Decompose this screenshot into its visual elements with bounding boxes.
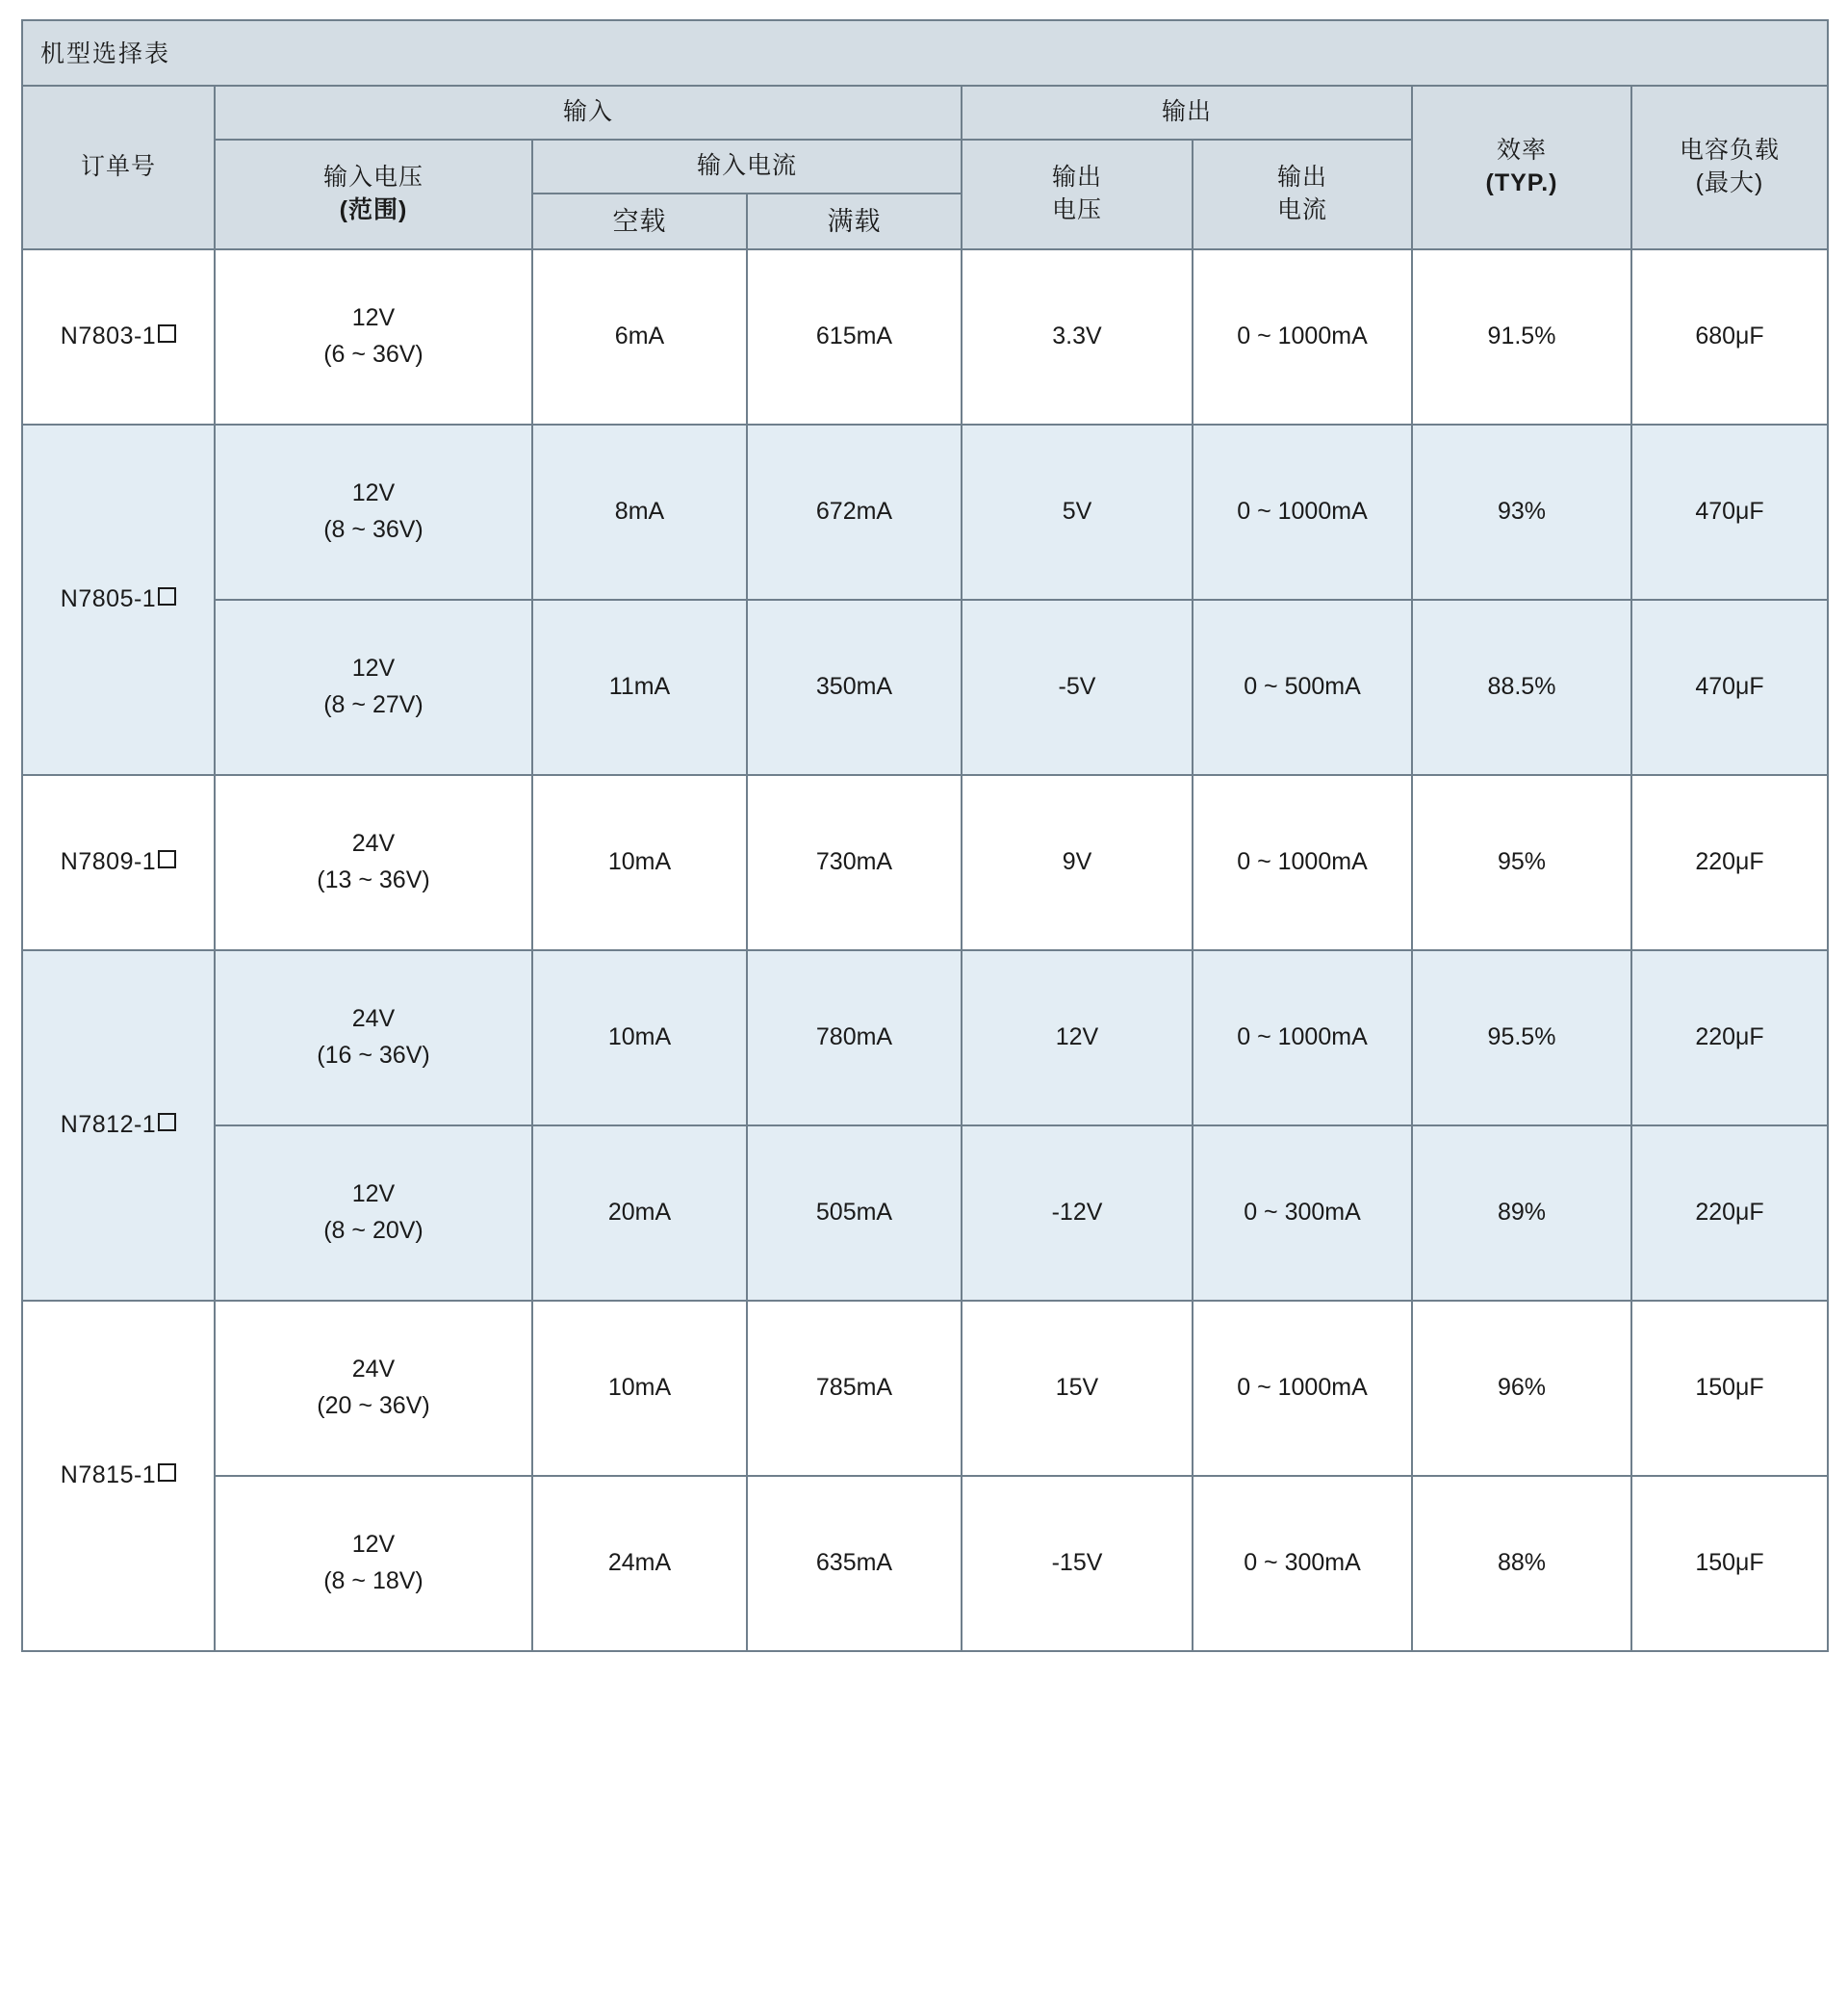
table-row <box>22 950 1828 1125</box>
cell-input-voltage <box>215 1125 532 1301</box>
cell-output-voltage: 5V <box>962 425 1193 600</box>
cell-full-load-current: 730mA <box>747 775 962 950</box>
header-output-current-line1: 输出 <box>1276 164 1327 192</box>
input-voltage-range: (20 ~ 36V) <box>317 1391 430 1419</box>
cell-no-load-current: 10mA <box>532 950 747 1125</box>
cell-full-load-current: 615mA <box>747 249 962 425</box>
cell-output-current: 0 ~ 300mA <box>1193 1125 1412 1301</box>
cell-no-load-current: 6mA <box>532 249 747 425</box>
cell-output-current: 0 ~ 1000mA <box>1193 425 1412 600</box>
cell-input-voltage <box>215 775 532 950</box>
cell-output-current: 0 ~ 1000mA <box>1193 950 1412 1125</box>
input-voltage-nominal: 12V <box>351 655 396 683</box>
cell-cap-load: 220μF <box>1631 775 1828 950</box>
table-row <box>22 249 1828 425</box>
cell-efficiency: 88% <box>1412 1476 1631 1651</box>
table-title: 机型选择表 <box>22 20 1828 86</box>
cell-full-load-current: 350mA <box>747 600 962 775</box>
header-full-load: 满载 <box>747 194 962 249</box>
cell-efficiency: 91.5% <box>1412 249 1631 425</box>
table-row <box>22 1125 1828 1301</box>
header-cap-load-line2: (最大) <box>1695 168 1764 196</box>
cell-input-voltage <box>215 1476 532 1651</box>
cell-cap-load: 680μF <box>1631 249 1828 425</box>
input-voltage-range: (16 ~ 36V) <box>317 1041 430 1069</box>
square-suffix-icon <box>158 1113 176 1131</box>
header-output-group: 输出 <box>962 86 1412 140</box>
input-voltage-nominal: 12V <box>351 304 396 332</box>
cell-input-voltage <box>215 950 532 1125</box>
cell-output-current: 0 ~ 1000mA <box>1193 775 1412 950</box>
cell-full-load-current: 672mA <box>747 425 962 600</box>
header-order-no: 订单号 <box>22 86 215 249</box>
header-efficiency-line1: 效率 <box>1496 137 1547 165</box>
header-output-voltage-line1: 输出 <box>1051 164 1102 192</box>
input-voltage-range: (13 ~ 36V) <box>317 866 430 893</box>
input-voltage-nominal: 24V <box>351 1356 396 1383</box>
square-suffix-icon <box>158 587 176 606</box>
order-no-text: N7809-1 <box>60 848 157 876</box>
header-output-voltage <box>962 140 1193 249</box>
header-no-load: 空载 <box>532 194 747 249</box>
cell-output-voltage: 3.3V <box>962 249 1193 425</box>
table-title-row <box>22 20 1828 86</box>
table-row <box>22 600 1828 775</box>
cell-output-voltage: 12V <box>962 950 1193 1125</box>
header-output-current-line2: 电流 <box>1276 195 1327 223</box>
cell-output-voltage: 9V <box>962 775 1193 950</box>
square-suffix-icon <box>158 1463 176 1482</box>
cell-order-no <box>22 950 215 1301</box>
cell-no-load-current: 11mA <box>532 600 747 775</box>
cell-no-load-current: 24mA <box>532 1476 747 1651</box>
cell-input-voltage <box>215 249 532 425</box>
cell-order-no <box>22 425 215 775</box>
header-input-voltage-line2: (范围) <box>339 195 408 223</box>
table-body <box>22 249 1828 1651</box>
input-voltage-nominal: 12V <box>351 1180 396 1208</box>
cell-input-voltage <box>215 425 532 600</box>
header-input-current: 输入电流 <box>532 140 962 194</box>
cell-output-voltage: -5V <box>962 600 1193 775</box>
input-voltage-range: (8 ~ 20V) <box>323 1216 424 1244</box>
cell-output-current: 0 ~ 500mA <box>1193 600 1412 775</box>
order-no-text: N7812-1 <box>60 1111 157 1139</box>
cell-full-load-current: 785mA <box>747 1301 962 1476</box>
cell-efficiency: 96% <box>1412 1301 1631 1476</box>
table-row <box>22 425 1828 600</box>
cell-output-current: 0 ~ 1000mA <box>1193 249 1412 425</box>
cell-full-load-current: 780mA <box>747 950 962 1125</box>
cell-input-voltage <box>215 600 532 775</box>
cell-efficiency: 95% <box>1412 775 1631 950</box>
order-no-text: N7815-1 <box>60 1461 157 1489</box>
header-output-voltage-line2: 电压 <box>1051 195 1102 223</box>
cell-order-no <box>22 249 215 425</box>
header-row-1 <box>22 86 1828 140</box>
header-cap-load-line1: 电容负载 <box>1680 137 1781 165</box>
cell-output-voltage: 15V <box>962 1301 1193 1476</box>
header-output-current <box>1193 140 1412 249</box>
cell-order-no <box>22 775 215 950</box>
order-no-text: N7805-1 <box>60 585 157 613</box>
cell-efficiency: 95.5% <box>1412 950 1631 1125</box>
header-efficiency <box>1412 86 1631 249</box>
cell-no-load-current: 20mA <box>532 1125 747 1301</box>
input-voltage-nominal: 24V <box>351 830 396 858</box>
cell-efficiency: 93% <box>1412 425 1631 600</box>
input-voltage-nominal: 12V <box>351 1531 396 1559</box>
table-row <box>22 775 1828 950</box>
cell-output-voltage: -15V <box>962 1476 1193 1651</box>
cell-cap-load: 470μF <box>1631 425 1828 600</box>
cell-efficiency: 88.5% <box>1412 600 1631 775</box>
table-row <box>22 1476 1828 1651</box>
model-selection-table <box>21 19 1829 1652</box>
cell-full-load-current: 505mA <box>747 1125 962 1301</box>
cell-no-load-current: 8mA <box>532 425 747 600</box>
order-no-text: N7803-1 <box>60 323 157 350</box>
cell-no-load-current: 10mA <box>532 775 747 950</box>
cell-cap-load: 150μF <box>1631 1301 1828 1476</box>
cell-output-current: 0 ~ 1000mA <box>1193 1301 1412 1476</box>
header-cap-load <box>1631 86 1828 249</box>
input-voltage-nominal: 24V <box>351 1005 396 1033</box>
square-suffix-icon <box>158 850 176 868</box>
header-efficiency-line2: (TYP.) <box>1485 168 1558 196</box>
cell-cap-load: 150μF <box>1631 1476 1828 1651</box>
header-input-voltage <box>215 140 532 249</box>
cell-cap-load: 220μF <box>1631 1125 1828 1301</box>
header-input-voltage-line1: 输入电压 <box>322 164 424 192</box>
cell-output-voltage: -12V <box>962 1125 1193 1301</box>
cell-output-current: 0 ~ 300mA <box>1193 1476 1412 1651</box>
square-suffix-icon <box>158 324 176 343</box>
input-voltage-nominal: 12V <box>351 479 396 507</box>
input-voltage-range: (8 ~ 27V) <box>323 690 424 718</box>
header-input-group: 输入 <box>215 86 962 140</box>
input-voltage-range: (6 ~ 36V) <box>323 340 424 368</box>
cell-order-no <box>22 1301 215 1651</box>
cell-cap-load: 220μF <box>1631 950 1828 1125</box>
cell-no-load-current: 10mA <box>532 1301 747 1476</box>
cell-input-voltage <box>215 1301 532 1476</box>
table-row <box>22 1301 1828 1476</box>
cell-efficiency: 89% <box>1412 1125 1631 1301</box>
input-voltage-range: (8 ~ 36V) <box>323 515 424 543</box>
cell-full-load-current: 635mA <box>747 1476 962 1651</box>
input-voltage-range: (8 ~ 18V) <box>323 1566 424 1594</box>
cell-cap-load: 470μF <box>1631 600 1828 775</box>
